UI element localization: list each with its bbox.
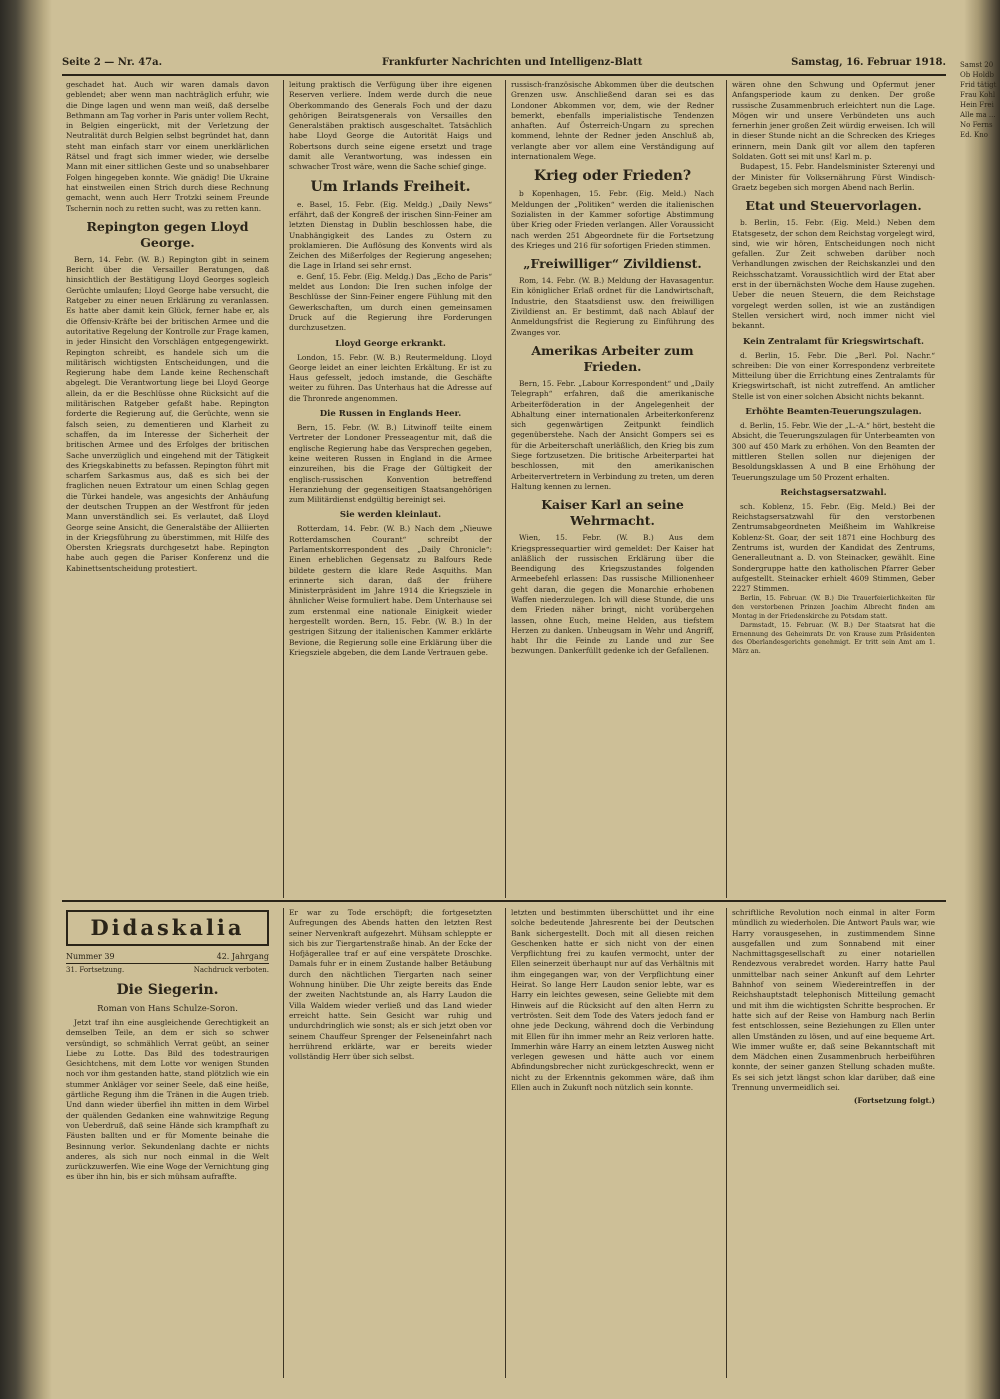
feuilleton-column-2: [289, 908, 492, 1378]
feuilleton-meta-row: [66, 963, 269, 976]
article-text: b Kopenhagen, 15. Febr. (Eig. Meld.) Nach Meldungen der „Politiken“ werden die italienischen Sozialisten in der Kammer sofortige Abstimmung über Krieg oder Frieden verlangen. Aller Voraussicht nach werden 251 Abgeordnete für die Fortsetzung des Krieges und 216 für sofortigen Frieden stimmen.: [511, 189, 714, 250]
article-headline: Etat und Steuervorlagen.: [745, 198, 922, 214]
continuation-note: 31. Fortsetzung.: [66, 966, 125, 974]
feuilleton-divider: [62, 900, 946, 902]
feuilleton-column-3: [511, 908, 714, 1378]
story-text: Er war zu Tode erschöpft; die fortgesetzten Aufregungen des Abends hatten den letzten Rest seiner Nervenkraft aufgezehrt. Mühsam schleppte er sich bis zur Tiergartenstraße hinab. An der Ecke der Hofjägerallee traf er auf eine verspätete Droschke. Damals fuhr er in einem Zustande halber Betäubung durch den nächtlichen Tiergarten nach seiner Wohnung hinüber. Die Uhr zeigte bereits das Ende der zweiten Nachtstunde an, als Harry Laudon die Villa Waldem wieder verließ und das Land wieder erreicht hatte. Sein Gesicht war ruhig und undurchdringlich wie sonst; als er sich jetzt oben vor seinem Chauffeur Sprenger der Felseneinfahrt nach herrührend erklärte, war er bereits wieder vollständig Herr über sich selbst.: [289, 908, 492, 1062]
article-headline: „Freiwilliger“ Zivildienst.: [523, 256, 702, 272]
article-text: leitung praktisch die Verfügung über ihre eigenen Reserven verliere. Indem werde durch die neue Oberkommando des Generals Foch und der dazu gehörigen Beiratsgenerals von Versailles den Generalstäben praktisch ausgeschaltet. Tatsächlich habe Lloyd George die Autorität Haigs und Robertsons durch seine eigene ersetzt und trage damit alle Verantwortung, was indessen ein schwacher Trost wäre, wenn die Sache schief ginge.: [289, 80, 492, 172]
story-title: Die Siegerin.: [116, 982, 219, 998]
article-text: Wien, 15. Febr. (W. B.) Aus dem Kriegspressequartier wird gemeldet: Der Kaiser hat anläßlich der russischen Erklärung über die Beendigung des Kriegszustandes folgenden Armeebefehl erlassen: Das russische Millionenheer geht daran, die gegen die Monarchie erhobenen Waffen niederzulegen. Ich will diese Stunde, die uns dem Frieden näher bringt, nicht vorübergehen lassen, ohne Euch, meine Helden, aus tiefstem Herzen zu danken. Unbeugsam in Wehr und Angriff, habt Ihr die Feinde zu Lande und zur See bezwungen. Dankerfüllt gedenke ich der Gefallenen.: [511, 533, 714, 656]
article-headline: Krieg oder Frieden?: [533, 168, 692, 185]
adjacent-page-text: Samst 20 Ob Holdb Frid tätigt Frau Kohl Hein Frei Alle ma ... No Ferns Ed. Kno: [960, 61, 997, 139]
article-headline: Amerikas Arbeiter zum Frieden.: [531, 342, 694, 374]
article-headline: Um Irlands Freiheit.: [310, 178, 471, 195]
column-1: [66, 80, 269, 895]
article-text: Rom, 14. Febr. (W. B.) Meldung der Havasagentur. Ein königlicher Erlaß ordnet für die Landwirtschaft, Industrie, den Staatsdienst usw. den freiwilligen Zivildienst an. Er bestimmt, daß nach Ablauf der Anmeldungsfrist die Regierung zu Einführung des Zwanges vor.: [511, 276, 714, 337]
story-text: Jetzt traf ihn eine ausgleichende Gerechtigkeit an demselben Teile, an dem er sich so schwer versündigt, so schmählich Verrat geübt, an seiner Liebe zu Lotte. Das Bild des todestraurigen Gesichtchens, mit dem Lotte vor wenigen Stunden noch vor ihm gestanden hatte, stand plötzlich wie ein stummer Ankläger vor seiner Seele, daß eine heiße, gärtliche Regung ihm die Tränen in die Augen trieb. Und dann wieder überfiel ihn mitten in dem Wirbel der quälenden Gedanken eine wahnwitzige Regung von Ueberdruß, daß seine Hände sich krampfhaft zu Fäusten ballten und er für Momente beinahe die Besinnung verlor. Sekundenlang dachte er nichts anderes, als sich nur noch einmal in die Welt zurückzuwerfen. Wie eine Woge der Vernichtung ging es über ihn hin, bis er sich mühsam aufraffte.: [66, 1018, 269, 1182]
column-4: [732, 80, 935, 895]
newspaper-title: Frankfurter Nachrichten und Intelligenz-Blatt: [382, 57, 643, 68]
article-headline: Lloyd George erkrankt.: [335, 338, 446, 349]
column-rule: [505, 80, 506, 898]
feuilleton-masthead: Didaskalia: [66, 910, 269, 946]
story-author: Roman von Hans Schulze-Soron.: [97, 1004, 238, 1014]
newspaper-sheet: [62, 52, 946, 1392]
article-headline: Sie werden kleinlaut.: [339, 510, 442, 521]
feuilleton-column-1: [66, 908, 269, 1378]
article-text: Budapest, 15. Febr. Handelsminister Szterenyi und der Minister für Volksernährung Fürst Windisch-Graetz begeben sich morgen Abend nach Berlin.: [732, 162, 935, 192]
article-text: sch. Koblenz, 15. Febr. (Eig. Meld.) Bei der Reichstagsersatzwahl für den verstorbenen Zentrumsabgeordneten Meißheim im Wahlkreise Koblenz-St. Goar, der seit 1871 eine Hochburg des Zentrums ist, wurden der Kandidat des Zentrums, Generalleutnant a. D. von Steinacker, gewählt. Eine Sondergruppe hatte den katholischen Pfarrer Geber aufgestellt. Steinacker erhielt 4609 Stimmen, Geber 2227 Stimmen.: [732, 501, 935, 594]
feuilleton-number: Nummer 39: [66, 952, 115, 961]
article-headline: Reichstagsersatzwahl.: [780, 487, 887, 498]
reprint-note: Nachdruck verboten.: [193, 966, 269, 974]
feuilleton-issue-row: [66, 951, 269, 963]
column-rule: [726, 908, 727, 1378]
article-headline: Erhöhte Beamten-Teuerungszulagen.: [745, 407, 922, 418]
feuilleton-column-4: [732, 908, 935, 1378]
article-text: Rotterdam, 14. Febr. (W. B.) Nach dem „Nieuwe Rotterdamschen Courant“ schreibt der Parlamentskorrespondent des „Daily Chronicle“: Einen erheblichen Gegensatz zu Balfours Rede bildete gestern die klare Rede Asquiths. Man erinnerte sich daran, daß der frühere Ministerpräsident im Jahre 1914 die Kriegsziele in ähnlicher Weise formuliert habe. Dem Unterhause sei zum erstenmal eine nationale Einigkeit wieder hergestellt worden. Bern, 15. Febr. (W. B.) In der gestrigen Sitzung der italienischen Kammer erklärte Bevione, die Regierung solle eine Erklärung über die Kriegsziele abgeben, die dem Lande Vertrauen gebe.: [289, 524, 492, 657]
column-2: [289, 80, 492, 895]
article-headline: Die Russen in Englands Heer.: [319, 409, 462, 420]
column-rule: [726, 80, 727, 898]
page-date: Samstag, 16. Februar 1918.: [791, 57, 946, 68]
article-text: Darmstadt, 15. Februar. (W. B.) Der Staatsrat hat die Ernennung des Geheimrats Dr. von Krause zum Präsidenten des Oberlandesgerichts genehmigt. Er tritt sein Amt am 1. März an.: [732, 620, 935, 656]
page-header: [62, 52, 946, 76]
page-number: Seite 2 — Nr. 47a.: [62, 57, 163, 68]
article-headline: Repington gegen Lloyd George.: [86, 218, 249, 250]
article-text: Bern, 14. Febr. (W. B.) Repington gibt in seinem Bericht über die Versailler Beratungen, daß hinsichtlich der Bestätigung Lloyd Georges sogleich Gerüchte umlaufen; Lloyd George habe versucht, die Ratgeber zu einer neuen Erklärung zu veranlassen. Es hatte aber damit kein Glück, ferner habe er, als die Offensiv-Kräfte bei der britischen Armee und die autoritative Regelung der Kontrolle zur Frage kamen, in jeder Hinsicht den Vorschlägen entgegengewirkt. Repington schreibt, es handele sich um die militärisch wichtigsten Entscheidungen, und die Regierung habe dem Lande keine Rechenschaft abgelegt. Die Verantwortung liege bei Lloyd George allein, da er die Beschlüsse ohne Rücksicht auf die militärischen Ratgeber gefaßt habe. Repington forderte die Regierung auf, die Gerüchte, wenn sie falsch seien, zu dementieren und Klarheit zu schaffen, da im Interesse der Sicherheit der britischen Armee und des Erfolges der britischen Sache unverzüglich und eingehend mit der Tätigkeit des Kriegskabinetts zu befassen. Repington führt mit scharfem Sarkasmus aus, daß es sich bei der fraglichen neuen Extratour um einen Schlag gegen die Türkei handele, was angesichts der Anhäufung der deutschen Truppen an der Westfront für jeden Mann unverständlich sei. Es verlautet, daß Lloyd George seine Ansicht, die Generalstäbe der Alliierten in der Kriegsführung zu überstimmen, mit Hilfe des Obersten Kriegsrats durchgesetzt habe. Repington habe auch gegen die Pariser Konferenz und die Kabinettsentscheidung protestiert.: [66, 254, 269, 573]
story-text: letzten und bestimmten überschüttet und ihr eine solche bedeutende Jahresrente bei der Deutschen Bank sichergestellt. Doch mit all diesen reichen Geschenken hatte er sich nicht von der einen Verpflichtung frei zu kaufen vermocht, unter der Ellen seinerzeit überhaupt nur auf das Verhältnis mit ihm eingegangen war, von der Verpflichtung einer Heirat. So lange Herr Laudon senior lebte, war es Harry ein leichtes gewesen, seine Geliebte mit dem Hinweis auf die Rücksicht auf den alten Herrn zu vertrösten. Seit dem Tode des Vaters jedoch fand er ohne jede Deckung, während doch die Verbindung mit Ellen für ihn immer mehr an Reiz verloren hatte. Immerhin wäre Harry an einem letzten Ausweg nicht verlegen gewesen und hätte auch vor einem Abfindungsbrecher nicht zurückgeschreckt, wenn er nicht zu der Erkenntnis gekommen wäre, daß ihm Ellen auch in Zukunft noch nützlich sein konnte.: [511, 908, 714, 1093]
article-text: e. Genf, 15. Febr. (Eig. Meldg.) Das „Echo de Paris“ meldet aus London: Die Iren suchen infolge der Beschlüsse der Sinn-Feiner engere Fühlung mit den Gewerkschaften, um durch einen gemeinsamen Druck auf die Regierung ihre Forderungen durchzusetzen.: [289, 271, 492, 333]
article-text: geschadet hat. Auch wir waren damals davon geblendet; aber wenn man nachträglich erfuhr, wie die Dinge lagen und wenn man weiß, daß derselbe Bethmann am Tag vorher in Paris unter vollem Recht, in Belgien eingerückt, mit der Verletzung der Neutralität durch Belgien selbst begründet hat, dann steht man einfach starr vor einem unerklärlichen Rätsel und fragt sich immer wieder, wie derselbe Mann mit einer sittlichen Geste und so unabsehbarer Folgen hingegeben konnte. Wie gnädig! Die Ukraine hat einstweilen einen Strich durch diese Rechnung gemacht, wenn auch Herr Trotzki seinem Freunde Tschernin noch zu retten sucht, was zu retten kann.: [66, 80, 269, 213]
continued-note: (Fortsetzung folgt.): [853, 1096, 935, 1106]
column-rule: [505, 908, 506, 1378]
article-text: russisch-französische Abkommen über die deutschen Grenzen usw. Anschließend daran sei es das Londoner Abkommen vor, dem, wie der Redner bemerkt, ebenfalls imperialistische Tendenzen anhaften. Auf Österreich-Ungarn zu sprechen kommend, lehnte der Redner jeden Anschluß ab, verlangte aber vor allem eine Verständigung auf internationalem Wege.: [511, 80, 714, 162]
adjacent-page-strip: [960, 60, 1000, 1360]
article-text: Berlin, 15. Februar. (W. B.) Die Trauerfeierlichkeiten für den verstorbenen Prinzen Joachim Albrecht finden am Montag in der Friedenskirche zu Potsdam statt.: [732, 594, 935, 621]
article-text: London, 15. Febr. (W. B.) Reutermeldung. Lloyd George leidet an einer leichten Erkältung. Er ist zu Haus gefesselt, jedoch imstande, die Geschäfte weiter zu führen. Das Unterhaus hat die Adresse auf die Thronrede angenommen.: [289, 352, 492, 403]
article-text: wären ohne den Schwung und Opfermut jener Anfangsperiode kaum zu denken. Der große russische Zusammenbruch erleichtert nun die Lage. Mögen wir und unsere Verbündeten uns auch fernerhin jener großen Zeit würdig erweisen. Ich will in dieser Stunde nicht an die Schrecken des Krieges erinnern, mein Dank gilt vor allem den tapferen Soldaten. Gott sei mit uns! Karl m. p.: [732, 80, 935, 162]
column-rule: [283, 908, 284, 1378]
article-text: e. Basel, 15. Febr. (Eig. Meldg.) „Daily News“ erfährt, daß der Kongreß der irischen Sinn-Feiner am letzten Dienstag in Dublin beschlossen habe, die Unabhängigkeit des Landes zu Ostern zu proklamieren. Die Auflösung des Konvents wird als Zeichen des Mißerfolges der Regierung angesehen; die Lage in Irland sei sehr ernst.: [289, 199, 492, 271]
column-rule: [283, 80, 284, 898]
book-binding: [0, 0, 52, 1399]
feuilleton-volume: 42. Jahrgang: [216, 952, 269, 961]
article-headline: Kaiser Karl an seine Wehrmacht.: [541, 497, 684, 529]
article-text: Bern, 15. Febr. „Labour Korrespondent“ und „Daily Telegraph“ erfahren, daß die amerikanische Arbeiterföderation in der Angelegenheit der Abhaltung einer internationalen Arbeiterkonferenz sich gegenwärtigen Zeitpunkt feindlich gegenüberstehe. Nach der Ansicht Gompers sei es für die Arbeiterschaft unerläßlich, den Krieg bis zum Siege fortzusetzen. Die britische Arbeiterpartei hat beschlossen, mit den amerikanischen Arbeitervertretern in Verbindung zu treten, um deren Haltung kennen zu lernen.: [511, 378, 714, 491]
story-text: schriftliche Revolution noch einmal in alter Form mündlich zu wiederholen. Die Antwort Pauls war, wie Harry vorausgesehen, in zustimmendem Sinne ausgefallen und zum Sonnabend mit einer Nachmittagsgesellschaft zu einer notariellen Rendezvous verabredet worden. Harry hatte Paul unmittelbar nach seiner Ankunft auf dem Lehrter Bahnhof von seinem Wiedereintreffen in der Reichshauptstadt telephonisch Mitteilung gemacht und mit ihm die wichtigsten Schritte besprochen. Er hatte sich auf der Reise von Hamburg nach Berlin fest entschlossen, seine Beziehungen zu Ellen unter allen Umständen zu lösen, und auf eine bequeme Art. Wie immer wußte er, daß seine Bekanntschaft mit dem Mädchen einen Zusammenbruch herbeiführen konnte, der seiner ganzen Stellung schaden mußte. Es sei sich jetzt längst schon klar darüber, daß eine Trennung unvermeidlich sei.: [732, 908, 935, 1093]
article-text: d. Berlin, 15. Febr. Wie der „L.-A.“ hört, besteht die Absicht, die Teuerungszulagen für Unterbeamten von 300 auf 450 Mark zu erhöhen. Von den Beamten der mittleren Stellen sollen nur diejenigen der Besoldungsklassen A und B eine Erhöhung der Teuerungszulage um 50 Prozent erhalten.: [732, 421, 935, 482]
article-text: Bern, 15. Febr. (W. B.) Litwinoff teilte einem Vertreter der Londoner Presseagentur mit, daß die englische Regierung habe das Versprechen gegeben, keine weiteren Russen in England in die Armee einzureihen, bis die Frage der Gültigkeit der englisch-russischen Konvention betreffend Heranziehung der gegenseitigen Staatsangehörigen zum Militärdienst endgültig bereinigt sei.: [289, 423, 492, 505]
article-text: d. Berlin, 15. Febr. Die „Berl. Pol. Nachr.“ schreiben: Die von einer Korrespondenz verbreitete Mitteilung über die Errichtung eines Zentralamts für Kriegswirtschaft, ist nicht zutreffend. An amtlicher Stelle ist von einer solchen Absicht nichts bekannt.: [732, 350, 935, 401]
column-3: [511, 80, 714, 895]
article-text: b. Berlin, 15. Febr. (Eig. Meld.) Neben dem Etatsgesetz, der schon dem Reichstag vorgelegt wird, sind, wie wir hören, Entscheidungen noch nicht gefallen. Zur Zeit schweben darüber noch Verhandlungen zwischen der Reichskanzlei und den Reichsschatzamt. Voraussichtlich wird der Etat aber erst in der übernächsten Woche dem Hause zugehen. Ueber die neuen Steuern, die dem Reichstage vorgelegt werden sollen, ist wie an zuständigen Stellen versichert wird, noch immer nicht viel bekannt.: [732, 218, 935, 331]
article-headline: Kein Zentralamt für Kriegswirtschaft.: [743, 336, 924, 347]
